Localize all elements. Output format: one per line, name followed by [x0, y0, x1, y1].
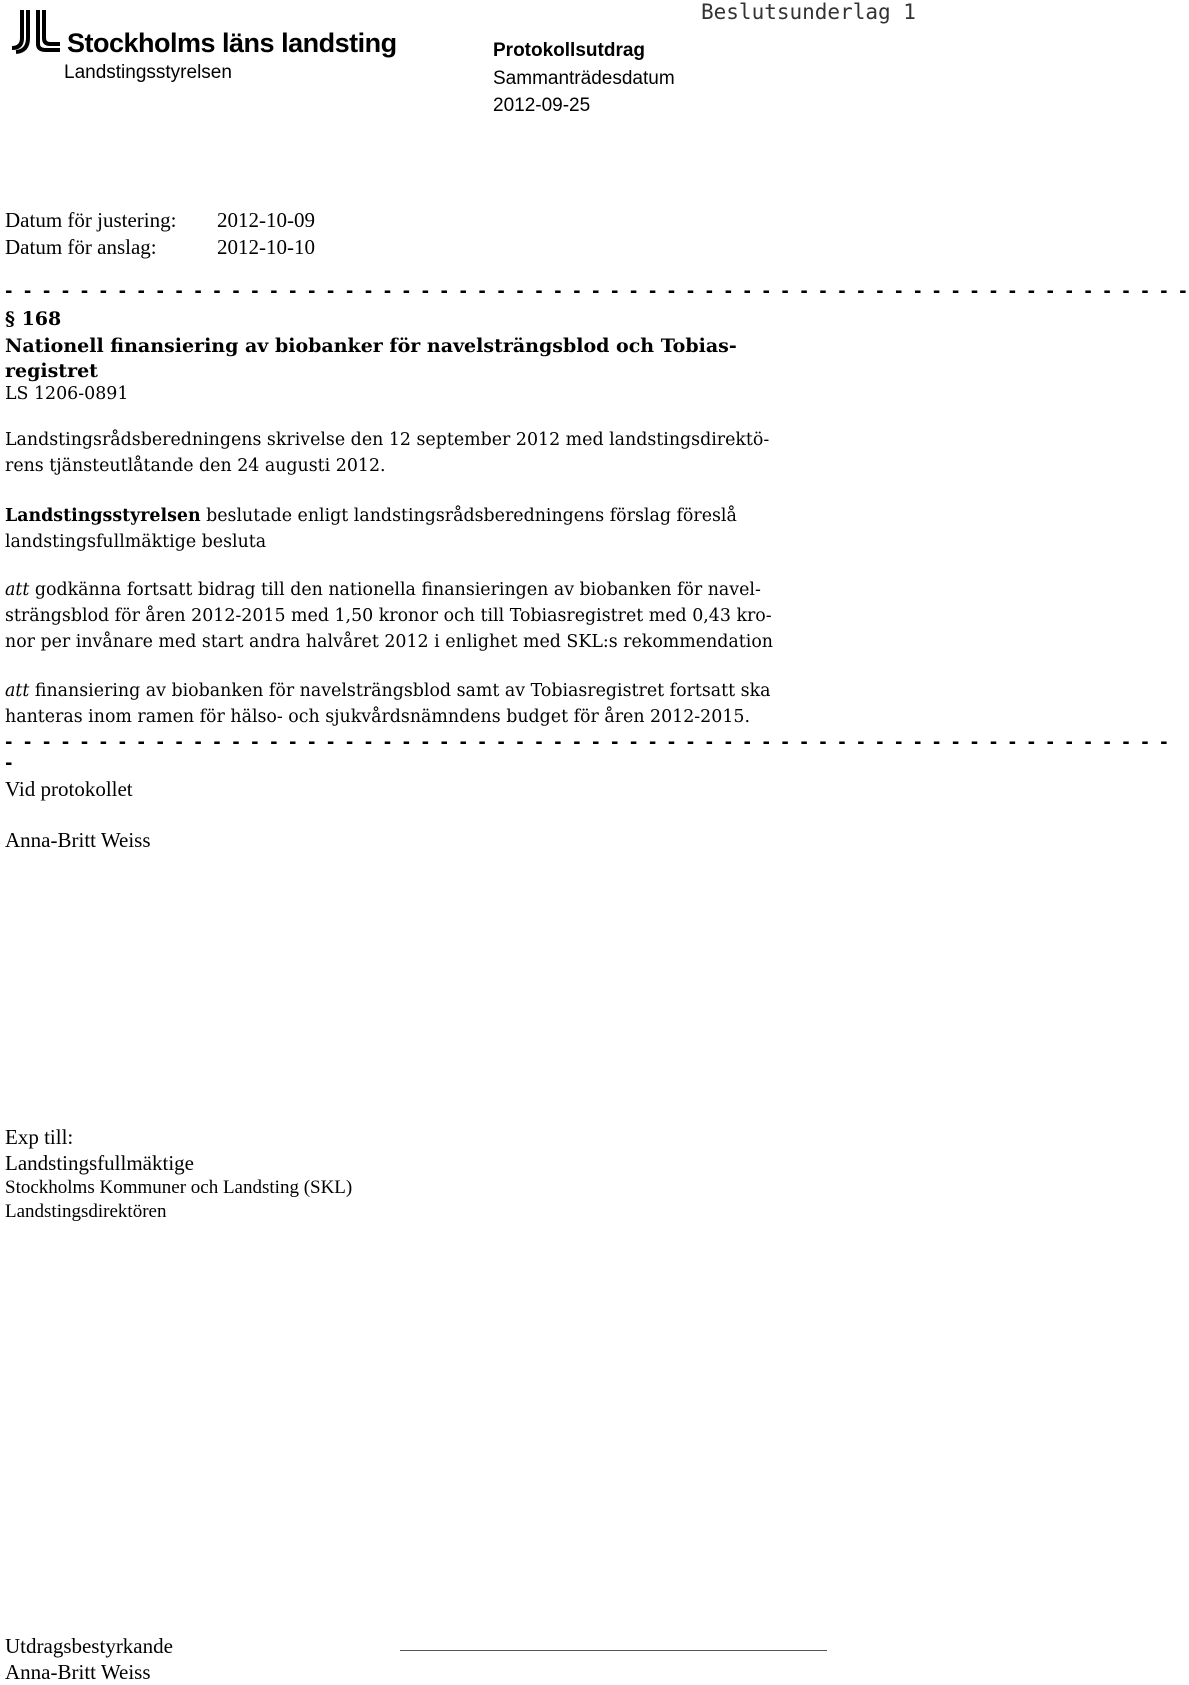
distribution-recipient: Landstingsfullmäktige — [5, 1151, 194, 1175]
posting-date-row — [5, 235, 315, 260]
organization-name: Stockholms läns landsting — [67, 28, 397, 58]
certification-name: Anna-Britt Weiss — [5, 1660, 151, 1684]
signature-name: Anna-Britt Weiss — [5, 828, 151, 852]
distribution-recipient: Landstingsdirektören — [5, 1201, 167, 1222]
organization-department: Landstingsstyrelsen — [64, 62, 232, 83]
separator-top: - - - - - - - - - - - - - - - - - - - - - - - - - - - - - - - - - - - - - - - - - - - - - - - - - - - - - - - - - - - - - - - — [5, 281, 1189, 302]
background-line-1: Landstingsrådsberedningens skrivelse den 12 september 2012 med landstingsdirektö- — [5, 430, 770, 450]
sll-logo-icon — [8, 8, 64, 54]
section-symbol: § — [5, 308, 15, 330]
decision-item-1-line-2: strängsblod för åren 2012-2015 med 1,50 kronor och till Tobiasregistret med 0,43 kro- — [5, 606, 772, 626]
decision-subject: Landstingsstyrelsen — [5, 506, 201, 526]
decision-intro-line-2: landstingsfullmäktige besluta — [5, 532, 267, 552]
posting-date-label: Datum för anslag: — [5, 235, 157, 259]
decision-intro-text: beslutade enligt landstingsrådsberedningens förslag föreslå — [200, 506, 737, 526]
decision-item-2-line-2: hanteras inom ramen för hälso- och sjukvårdsnämndens budget för åren 2012-2015. — [5, 707, 750, 727]
case-title-line-2: registret — [5, 360, 98, 382]
signature-line — [400, 1650, 827, 1651]
case-reference: LS 1206-0891 — [5, 384, 129, 404]
att-word: att — [5, 681, 30, 701]
adjustment-date-row — [5, 208, 315, 233]
case-number — [5, 306, 61, 333]
decision-item-1-line-3: nor per invånare med start andra halvåret 2012 i enlighet med SKL:s rekommendation — [5, 632, 773, 652]
decision-item-2-line-1: att finansiering av biobanken för navelsträngsblod samt av Tobiasregistret fortsatt ska — [5, 681, 771, 701]
att-word: att — [5, 580, 30, 600]
adjustment-date-value: 2012-10-09 — [217, 208, 315, 232]
background-line-2: rens tjänsteutlåtande den 24 augusti 2012. — [5, 456, 386, 476]
document-type: Protokollsutdrag — [493, 40, 646, 61]
decision-intro-line-1 — [5, 506, 737, 526]
distribution-recipient: Stockholms Kommuner och Landsting (SKL) — [5, 1177, 353, 1198]
meeting-date: 2012-09-25 — [493, 95, 591, 116]
case-title-line-1: Nationell finansiering av biobanker för navelsträngsblod och Tobias- — [5, 335, 737, 357]
adjustment-date-label: Datum för justering: — [5, 208, 177, 232]
distribution-label: Exp till: — [5, 1125, 74, 1149]
page-label: Beslutsunderlag 1 — [701, 0, 916, 24]
decision-item-1-line-1: att godkänna fortsatt bidrag till den nationella finansieringen av biobanken för navel- — [5, 580, 761, 600]
signature-label: Vid protokollet — [5, 777, 133, 801]
certification-label: Utdragsbestyrkande — [5, 1634, 173, 1658]
separator-bottom: - - - - - - - - - - - - - - - - - - - - - - - - - - - - - - - - - - - - - - - - - - - - - - - - - - - - - - - - - - - - - - — [5, 732, 1171, 753]
separator-bottom-tail: - — [5, 753, 16, 774]
section-number: 168 — [21, 308, 62, 330]
meeting-date-label: Sammanträdesdatum — [493, 68, 675, 89]
posting-date-value: 2012-10-10 — [217, 235, 315, 259]
